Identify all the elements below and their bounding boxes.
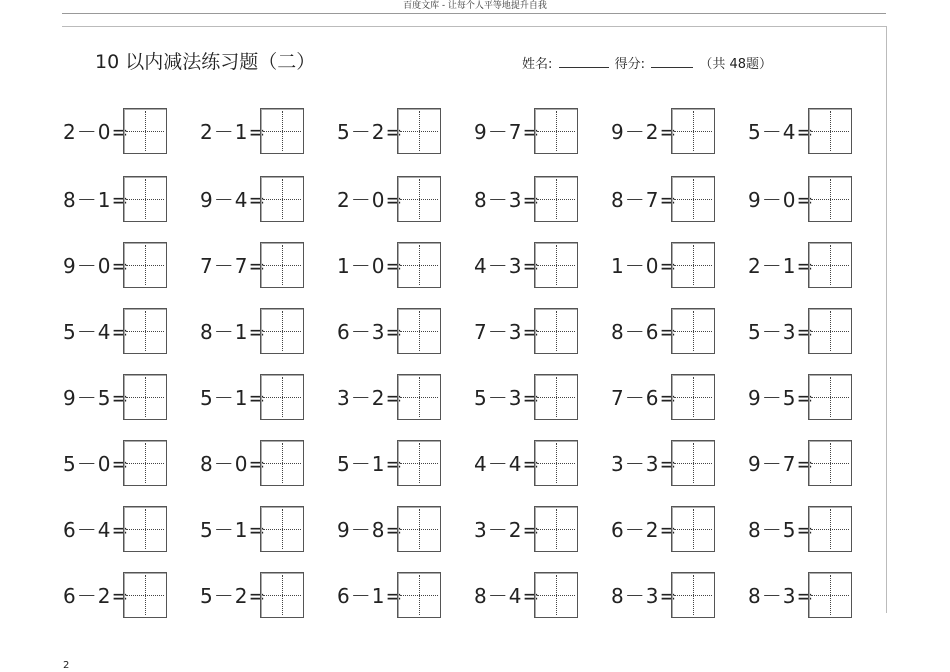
- guide-line-horizontal: [674, 131, 712, 132]
- answer-box[interactable]: [260, 108, 304, 154]
- problem-expression: 5－1=: [200, 386, 267, 410]
- problem-item: [611, 308, 721, 356]
- answer-box[interactable]: [808, 440, 852, 486]
- answer-box[interactable]: [260, 572, 304, 618]
- guide-line-horizontal: [811, 529, 849, 530]
- guide-line-horizontal: [263, 397, 301, 398]
- problem-item: [63, 572, 173, 620]
- guide-line-horizontal: [263, 265, 301, 266]
- answer-box[interactable]: [260, 308, 304, 354]
- problem-item: [63, 374, 173, 422]
- name-blank[interactable]: [559, 55, 609, 68]
- answer-box[interactable]: [123, 572, 167, 618]
- answer-box[interactable]: [260, 374, 304, 420]
- guide-line-horizontal: [674, 463, 712, 464]
- guide-line-horizontal: [537, 199, 575, 200]
- problem-item: [474, 176, 584, 224]
- problem-item: [63, 176, 173, 224]
- problem-expression: 6－1=: [337, 584, 404, 608]
- answer-box[interactable]: [397, 108, 441, 154]
- problem-expression: 4－4=: [474, 452, 541, 476]
- answer-box[interactable]: [123, 108, 167, 154]
- guide-line-horizontal: [126, 595, 164, 596]
- guide-line-horizontal: [674, 199, 712, 200]
- answer-box[interactable]: [534, 506, 578, 552]
- guide-line-horizontal: [811, 199, 849, 200]
- problem-item: [200, 308, 310, 356]
- guide-line-horizontal: [400, 595, 438, 596]
- problem-expression: 3－3=: [611, 452, 678, 476]
- problem-expression: 5－3=: [748, 320, 815, 344]
- answer-box[interactable]: [534, 308, 578, 354]
- answer-box[interactable]: [397, 374, 441, 420]
- header-rule: [62, 13, 886, 14]
- problem-item: [337, 242, 447, 290]
- problem-expression: 5－2=: [337, 120, 404, 144]
- problem-item: [474, 242, 584, 290]
- problem-item: [63, 308, 173, 356]
- guide-line-horizontal: [126, 199, 164, 200]
- answer-box[interactable]: [534, 572, 578, 618]
- problem-expression: 5－0=: [63, 452, 130, 476]
- answer-box[interactable]: [534, 242, 578, 288]
- answer-box[interactable]: [397, 242, 441, 288]
- answer-box[interactable]: [671, 374, 715, 420]
- answer-box[interactable]: [671, 506, 715, 552]
- problem-expression: 9－5=: [63, 386, 130, 410]
- problem-expression: 5－4=: [748, 120, 815, 144]
- problem-expression: 2－0=: [63, 120, 130, 144]
- problem-item: [611, 572, 721, 620]
- problem-item: [63, 108, 173, 156]
- student-info: [522, 55, 774, 74]
- problem-item: [474, 506, 584, 554]
- problem-expression: 3－2=: [337, 386, 404, 410]
- problem-item: [200, 374, 310, 422]
- answer-box[interactable]: [260, 440, 304, 486]
- problem-expression: 6－2=: [63, 584, 130, 608]
- answer-box[interactable]: [123, 440, 167, 486]
- answer-box[interactable]: [123, 308, 167, 354]
- guide-line-horizontal: [400, 265, 438, 266]
- problem-item: [611, 176, 721, 224]
- problem-expression: 1－0=: [611, 254, 678, 278]
- problem-item: [474, 108, 584, 156]
- answer-box[interactable]: [534, 440, 578, 486]
- guide-line-horizontal: [263, 463, 301, 464]
- problem-expression: 5－2=: [200, 584, 267, 608]
- problem-expression: 5－4=: [63, 320, 130, 344]
- guide-line-horizontal: [263, 529, 301, 530]
- answer-box[interactable]: [534, 176, 578, 222]
- answer-box[interactable]: [123, 374, 167, 420]
- answer-box[interactable]: [808, 308, 852, 354]
- problem-expression: 2－0=: [337, 188, 404, 212]
- guide-line-horizontal: [400, 397, 438, 398]
- answer-box[interactable]: [671, 176, 715, 222]
- guide-line-horizontal: [674, 331, 712, 332]
- guide-line-horizontal: [126, 397, 164, 398]
- problem-expression: 8－5=: [748, 518, 815, 542]
- guide-line-horizontal: [126, 331, 164, 332]
- problem-item: [611, 108, 721, 156]
- problem-item: [748, 506, 858, 554]
- problem-item: [63, 440, 173, 488]
- guide-line-horizontal: [400, 131, 438, 132]
- answer-box[interactable]: [808, 506, 852, 552]
- problem-item: [337, 572, 447, 620]
- guide-line-horizontal: [263, 131, 301, 132]
- guide-line-horizontal: [400, 199, 438, 200]
- problem-expression: 8－7=: [611, 188, 678, 212]
- guide-line-horizontal: [811, 397, 849, 398]
- problem-expression: 8－0=: [200, 452, 267, 476]
- problem-item: [337, 374, 447, 422]
- guide-line-horizontal: [811, 331, 849, 332]
- problem-item: [337, 440, 447, 488]
- problem-expression: 8－6=: [611, 320, 678, 344]
- answer-box[interactable]: [808, 242, 852, 288]
- answer-box[interactable]: [397, 176, 441, 222]
- problem-item: [200, 440, 310, 488]
- problem-expression: 2－1=: [200, 120, 267, 144]
- score-blank[interactable]: [651, 55, 693, 68]
- answer-box[interactable]: [808, 176, 852, 222]
- answer-box[interactable]: [123, 506, 167, 552]
- problem-expression: 7－6=: [611, 386, 678, 410]
- problem-expression: 3－2=: [474, 518, 541, 542]
- problem-expression: 8－3=: [474, 188, 541, 212]
- guide-line-horizontal: [400, 331, 438, 332]
- guide-line-horizontal: [400, 463, 438, 464]
- guide-line-horizontal: [263, 331, 301, 332]
- problem-expression: 6－2=: [611, 518, 678, 542]
- problem-item: [63, 506, 173, 554]
- problem-item: [611, 440, 721, 488]
- answer-box[interactable]: [671, 242, 715, 288]
- problem-item: [611, 242, 721, 290]
- answer-box[interactable]: [397, 506, 441, 552]
- problem-item: [337, 506, 447, 554]
- page-number: 2: [63, 660, 70, 671]
- problem-item: [200, 572, 310, 620]
- answer-box[interactable]: [123, 242, 167, 288]
- problem-item: [748, 572, 858, 620]
- problem-expression: 8－1=: [200, 320, 267, 344]
- answer-box[interactable]: [671, 440, 715, 486]
- answer-box[interactable]: [123, 176, 167, 222]
- guide-line-horizontal: [537, 529, 575, 530]
- problem-item: [337, 176, 447, 224]
- name-label: 姓名:: [522, 57, 553, 72]
- answer-box[interactable]: [808, 108, 852, 154]
- problem-item: [200, 176, 310, 224]
- problem-expression: 9－7=: [474, 120, 541, 144]
- guide-line-horizontal: [537, 463, 575, 464]
- problem-item: [611, 506, 721, 554]
- answer-box[interactable]: [671, 308, 715, 354]
- answer-box[interactable]: [671, 108, 715, 154]
- problem-item: [200, 242, 310, 290]
- guide-line-horizontal: [811, 463, 849, 464]
- problem-expression: 8－4=: [474, 584, 541, 608]
- problem-expression: 5－1=: [337, 452, 404, 476]
- guide-line-horizontal: [537, 131, 575, 132]
- problem-expression: 9－0=: [748, 188, 815, 212]
- answer-box[interactable]: [397, 572, 441, 618]
- guide-line-horizontal: [674, 397, 712, 398]
- answer-box[interactable]: [397, 440, 441, 486]
- problem-item: [474, 440, 584, 488]
- answer-box[interactable]: [260, 506, 304, 552]
- guide-line-horizontal: [674, 265, 712, 266]
- problem-expression: 6－4=: [63, 518, 130, 542]
- guide-line-horizontal: [126, 463, 164, 464]
- problem-item: [748, 108, 858, 156]
- guide-line-horizontal: [126, 529, 164, 530]
- problem-item: [200, 108, 310, 156]
- guide-line-horizontal: [126, 265, 164, 266]
- problem-item: [337, 308, 447, 356]
- total-note: （共 48题）: [699, 57, 773, 72]
- problem-expression: 8－3=: [611, 584, 678, 608]
- problem-item: [474, 374, 584, 422]
- problem-expression: 9－4=: [200, 188, 267, 212]
- guide-line-horizontal: [811, 595, 849, 596]
- problem-item: [474, 308, 584, 356]
- problem-expression: 4－3=: [474, 254, 541, 278]
- answer-box[interactable]: [671, 572, 715, 618]
- problem-expression: 7－7=: [200, 254, 267, 278]
- problem-item: [748, 176, 858, 224]
- problem-expression: 5－1=: [200, 518, 267, 542]
- guide-line-horizontal: [811, 265, 849, 266]
- problem-item: [474, 572, 584, 620]
- answer-box[interactable]: [397, 308, 441, 354]
- problem-item: [748, 374, 858, 422]
- guide-line-horizontal: [811, 131, 849, 132]
- problem-expression: 8－1=: [63, 188, 130, 212]
- problem-expression: 1－0=: [337, 254, 404, 278]
- problem-expression: 9－8=: [337, 518, 404, 542]
- problem-expression: 9－2=: [611, 120, 678, 144]
- problem-expression: 8－3=: [748, 584, 815, 608]
- guide-line-horizontal: [537, 595, 575, 596]
- worksheet-title: 10 以内减法练习题（二）: [95, 51, 316, 73]
- guide-line-horizontal: [400, 529, 438, 530]
- answer-box[interactable]: [534, 374, 578, 420]
- guide-line-horizontal: [263, 595, 301, 596]
- problem-item: [748, 308, 858, 356]
- guide-line-horizontal: [674, 595, 712, 596]
- problem-item: [611, 374, 721, 422]
- answer-box[interactable]: [808, 374, 852, 420]
- guide-line-horizontal: [537, 265, 575, 266]
- answer-box[interactable]: [808, 572, 852, 618]
- problem-item: [63, 242, 173, 290]
- problem-expression: 7－3=: [474, 320, 541, 344]
- problem-item: [337, 108, 447, 156]
- guide-line-horizontal: [537, 397, 575, 398]
- guide-line-horizontal: [674, 529, 712, 530]
- answer-box[interactable]: [534, 108, 578, 154]
- problem-expression: 9－7=: [748, 452, 815, 476]
- problem-item: [748, 242, 858, 290]
- problem-expression: 6－3=: [337, 320, 404, 344]
- score-label: 得分:: [614, 57, 646, 72]
- problem-expression: 9－5=: [748, 386, 815, 410]
- problem-item: [200, 506, 310, 554]
- problem-item: [748, 440, 858, 488]
- answer-box[interactable]: [260, 176, 304, 222]
- problem-expression: 5－3=: [474, 386, 541, 410]
- guide-line-horizontal: [537, 331, 575, 332]
- problem-expression: 2－1=: [748, 254, 815, 278]
- page-header: 百度文库 - 让每个人平等地提升自我: [403, 1, 547, 11]
- problem-expression: 9－0=: [63, 254, 130, 278]
- guide-line-horizontal: [126, 131, 164, 132]
- answer-box[interactable]: [260, 242, 304, 288]
- guide-line-horizontal: [263, 199, 301, 200]
